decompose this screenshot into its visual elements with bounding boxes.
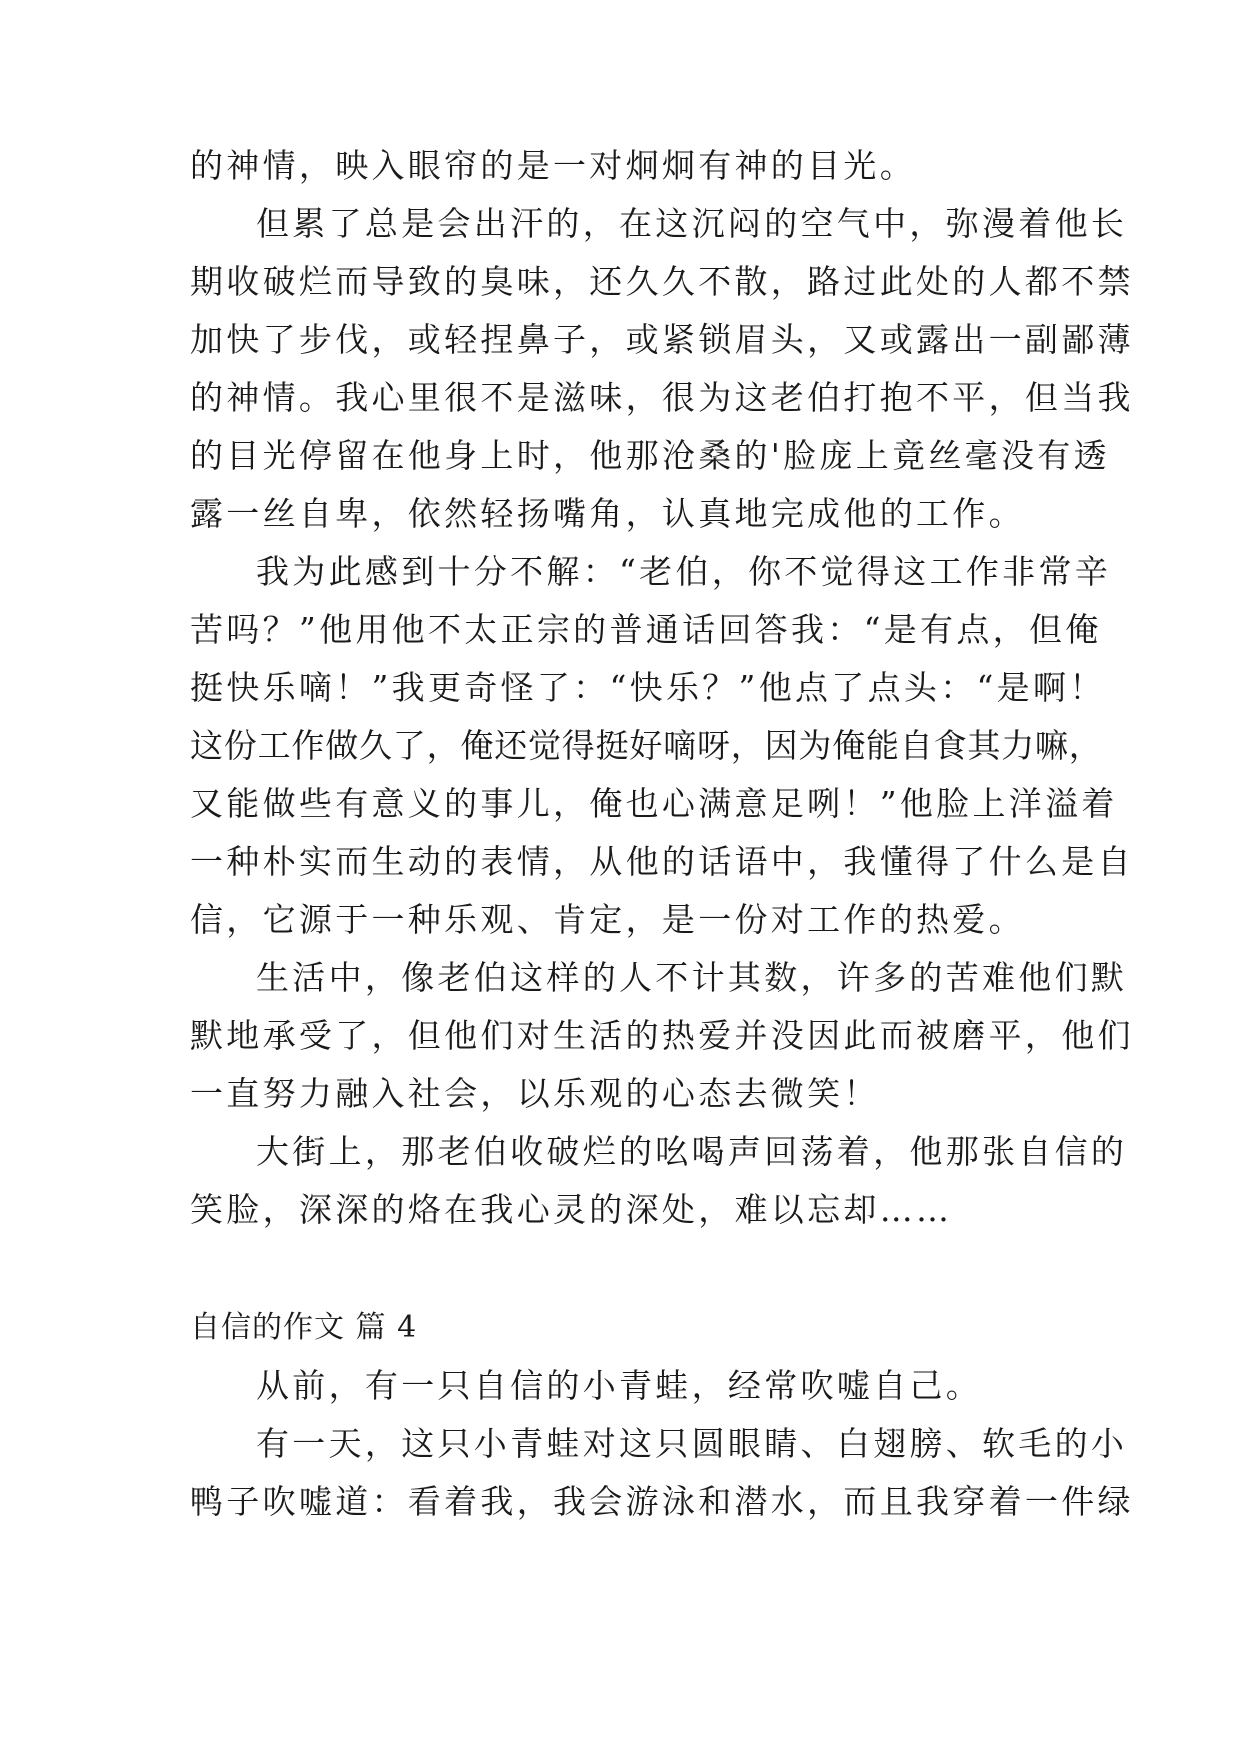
text-line: 又能做些有意义的事儿，俺也心满意足咧！”他脸上洋溢着 — [190, 784, 1118, 823]
text-line: 露一丝自卑，依然轻扬嘴角，认真地完成他的工作。 — [190, 494, 1025, 533]
text-line: 期收破烂而导致的臭味，还久久不散，路过此处的人都不禁 — [190, 262, 1134, 301]
text-line: 的神情。我心里很不是滋味，很为这老伯打抱不平，但当我 — [190, 378, 1134, 417]
text-line: 的目光停留在他身上时，他那沧桑的'脸庞上竟丝毫没有透 — [190, 436, 1110, 475]
paragraph-start: 大街上，那老伯收破烂的吆喝声回荡着，他那张自信的 — [256, 1132, 1128, 1171]
text-line: 信，它源于一种乐观、肯定，是一份对工作的热爱。 — [190, 900, 1025, 939]
text-line: 苦吗？”他用他不太正宗的普通话回答我：“是有点，但俺 — [190, 610, 1102, 649]
text-line: 笑脸，深深的烙在我心灵的深处，难以忘却…… — [190, 1190, 953, 1229]
paragraph-start: 我为此感到十分不解：“老伯，你不觉得这工作非常辛 — [256, 552, 1112, 591]
paragraph-start: 从前，有一只自信的小青蛙，经常吹嘘自己。 — [256, 1366, 982, 1405]
text-line: 鸭子吹嘘道：看着我，我会游泳和潜水，而且我穿着一件绿 — [190, 1482, 1134, 1521]
paragraph-start: 生活中，像老伯这样的人不计其数，许多的苦难他们默 — [256, 958, 1128, 997]
section-title: 自信的作文 篇 4 — [190, 1310, 418, 1345]
text-line: 一直努力融入社会，以乐观的心态去微笑！ — [190, 1074, 880, 1113]
text-line: 默地承受了，但他们对生活的热爱并没因此而被磨平，他们 — [190, 1016, 1134, 1055]
text-line: 挺快乐嘀！”我更奇怪了：“快乐？”他点了点头：“是啊！ — [190, 668, 1106, 707]
text-line: 一种朴实而生动的表情，从他的话语中，我懂得了什么是自 — [190, 842, 1134, 881]
paragraph-start: 有一天，这只小青蛙对这只圆眼睛、白翅膀、软毛的小 — [256, 1424, 1128, 1463]
text-line: 的神情，映入眼帘的是一对炯炯有神的目光。 — [190, 146, 916, 185]
paragraph-start: 但累了总是会出汗的，在这沉闷的空气中，弥漫着他长 — [256, 204, 1128, 243]
text-line: 加快了步伐，或轻捏鼻子，或紧锁眉头，又或露出一副鄙薄 — [190, 320, 1134, 359]
text-line: 这份工作做久了，俺还觉得挺好嘀呀，因为俺能自食其力嘛， — [190, 726, 1103, 765]
